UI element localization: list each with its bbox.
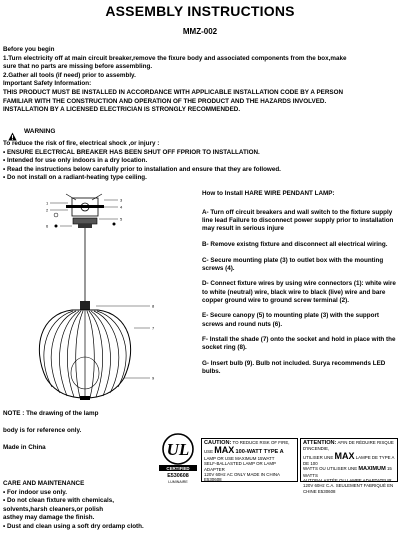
care-line: solvents,harsh cleaners,or polish [3,505,104,513]
install-step: D- Connect fixture wires by using wire connectors (1): white wire to white (neutral) wire, black wire to black (live) wire and bare copper ground wire to ground screw terminal (2). [202,280,396,304]
intro-line: FAMILIAR WITH THE CONSTRUCTION AND OPERATION OF THE PRODUCT AND THE HAZARDS INVOLVED. [3,97,327,105]
warning-line: • Do not install on a radiant-heating type ceiling. [3,174,147,182]
pendant-lamp-diagram [0,188,200,413]
caution-line: 100-WATT TYPE A [235,449,284,456]
caution-head: CAUTION: [204,440,232,446]
install-step: E- Secure canopy (5) to mounting plate (3) with the support screws and round nuts (6). [202,312,380,328]
wire-shade [39,310,130,400]
attention-max: MAX [334,450,355,461]
callout-4: 4 [120,204,123,210]
caution-line: USE [204,449,214,455]
intro-line: Important Safety Information: [3,80,92,88]
callout-7: 7 [152,325,155,331]
attention-line: LAMPE DE TYPE A DE 100 [303,454,395,466]
attention-maximum: MAXIMUM [358,466,386,473]
intro-line: THIS PRODUCT MUST BE INSTALLED IN ACCORDANCE WITH APPLICABLE INSTALLATION CODE BY A PERSON [3,88,344,96]
install-step: F- Install the shade (7) onto the socket and hold in place with the socket ring (8). [202,336,396,352]
attention-line: 15 WATTS [303,466,392,478]
ul-certified: CERTIFIED [166,466,190,471]
document-title: ASSEMBLY INSTRUCTIONS [105,3,295,19]
warning-line: • ENSURE ELECTRICAL BREAKER HAS BEEN SHUT OFF FPRIOR TO INSTALLATION. [3,148,260,156]
attention-line: UTILISER UNE [303,454,334,460]
install-steps [202,209,396,384]
caution-max: MAX [214,445,235,456]
model-number: MMZ-002 [182,27,218,36]
caution-line: SELF-BALLASTED LAMP OR LAMP ADAPTER [204,461,276,472]
warning-line: • Intended for use only indoors in a dry location. [3,157,148,165]
ul-sub: LUMINAIRE [168,480,188,484]
intro-line: 1.Turn electricity off at main circuit breaker,remove the fixure body and associated components from the box,make [3,54,347,62]
caution-line: TO REDUCE RISK OF FIRE, [232,440,290,445]
warning-label: WARNING [24,128,56,135]
install-title: How to Install HARE WIRE PENDANT LAMP: [202,190,335,197]
care-line: • Do not clean fixture with chemicals, [3,497,115,505]
attention-line: WATTS OU UTILISER UNE [303,466,358,472]
care-line: • For indoor use only. [3,488,68,496]
callout-2: 2 [46,207,49,213]
made-in-label: Made in China [3,444,46,451]
warning-line: To reduce the risk of fire, electrical shock ,or injury : [3,140,160,147]
care-line: • Dust and clean using a soft dry ordamp cloth. [3,522,144,530]
care-section [3,480,203,532]
callout-8: 8 [152,303,155,309]
warning-section [3,140,397,183]
drawing-note: NOTE : The drawing of the lamp [3,410,99,417]
install-step: G- Insert bulb (9). Bulb not included. Surya recommends LED bulbs. [202,359,386,376]
attention-label [300,438,398,494]
intro-line: 2.Gather all tools (if need) prior to assembly. [3,71,136,79]
canopy-assembly [54,194,116,303]
ul-mark: UL [166,440,190,459]
callout-1: 1 [46,200,49,206]
attention-line: AUTOBALASTÉE OU LAMPE ADAPTATEUR. [303,478,393,484]
warning-line: • Read the instructions below carefully prior to installation and ensure that they are followed. [3,165,281,173]
callout-9: 9 [152,375,155,381]
drawing-note-continued: body is for reference only. [3,427,82,434]
install-step: A- Turn off circuit breakers and wall switch to the fixture supply line lead Failure to disconnect power supply prior to installation may result in serious injure [202,209,394,233]
care-title: CARE AND MAINTENANCE [3,480,85,487]
callout-5: 5 [120,216,123,222]
intro-line: INSTALLATION BY A LICENSED ELECTRICIAN IS STRONGLY RECOMMENDED. [3,106,241,114]
caution-label [201,438,298,482]
caution-line: 120V 60Hz AC ONLY MADE IN CHINA E530608 [204,472,280,483]
intro-section [3,46,397,115]
ul-certification-logo [157,433,199,485]
callout-3: 3 [120,197,123,203]
intro-line: Before you begin [3,46,55,53]
intro-line: sure that no parts are missing before assembling. [3,63,153,71]
ul-code: E530608 [167,473,189,479]
attention-head: ATTENTION: [303,440,337,446]
attention-line: AFIN DE RÉDUIRE RISQUE D'INCENDIE, [303,440,394,452]
install-step: B- Remove existng fixture and disconnect all electrical wiring. [202,241,388,248]
install-step: C- Secure mounting plate (3) to outlet box with the mounting screws (4). [202,256,384,272]
care-line: asthey may damage the finish. [3,514,95,522]
caution-line: LAMP OR USE MAXIMUM 15WATT [204,455,275,461]
callout-6: 6 [46,223,49,229]
attention-line: 120V 60Hz C.A. SEULEMENT FABRIQUÉ EN CHINE E530608 [303,483,394,494]
